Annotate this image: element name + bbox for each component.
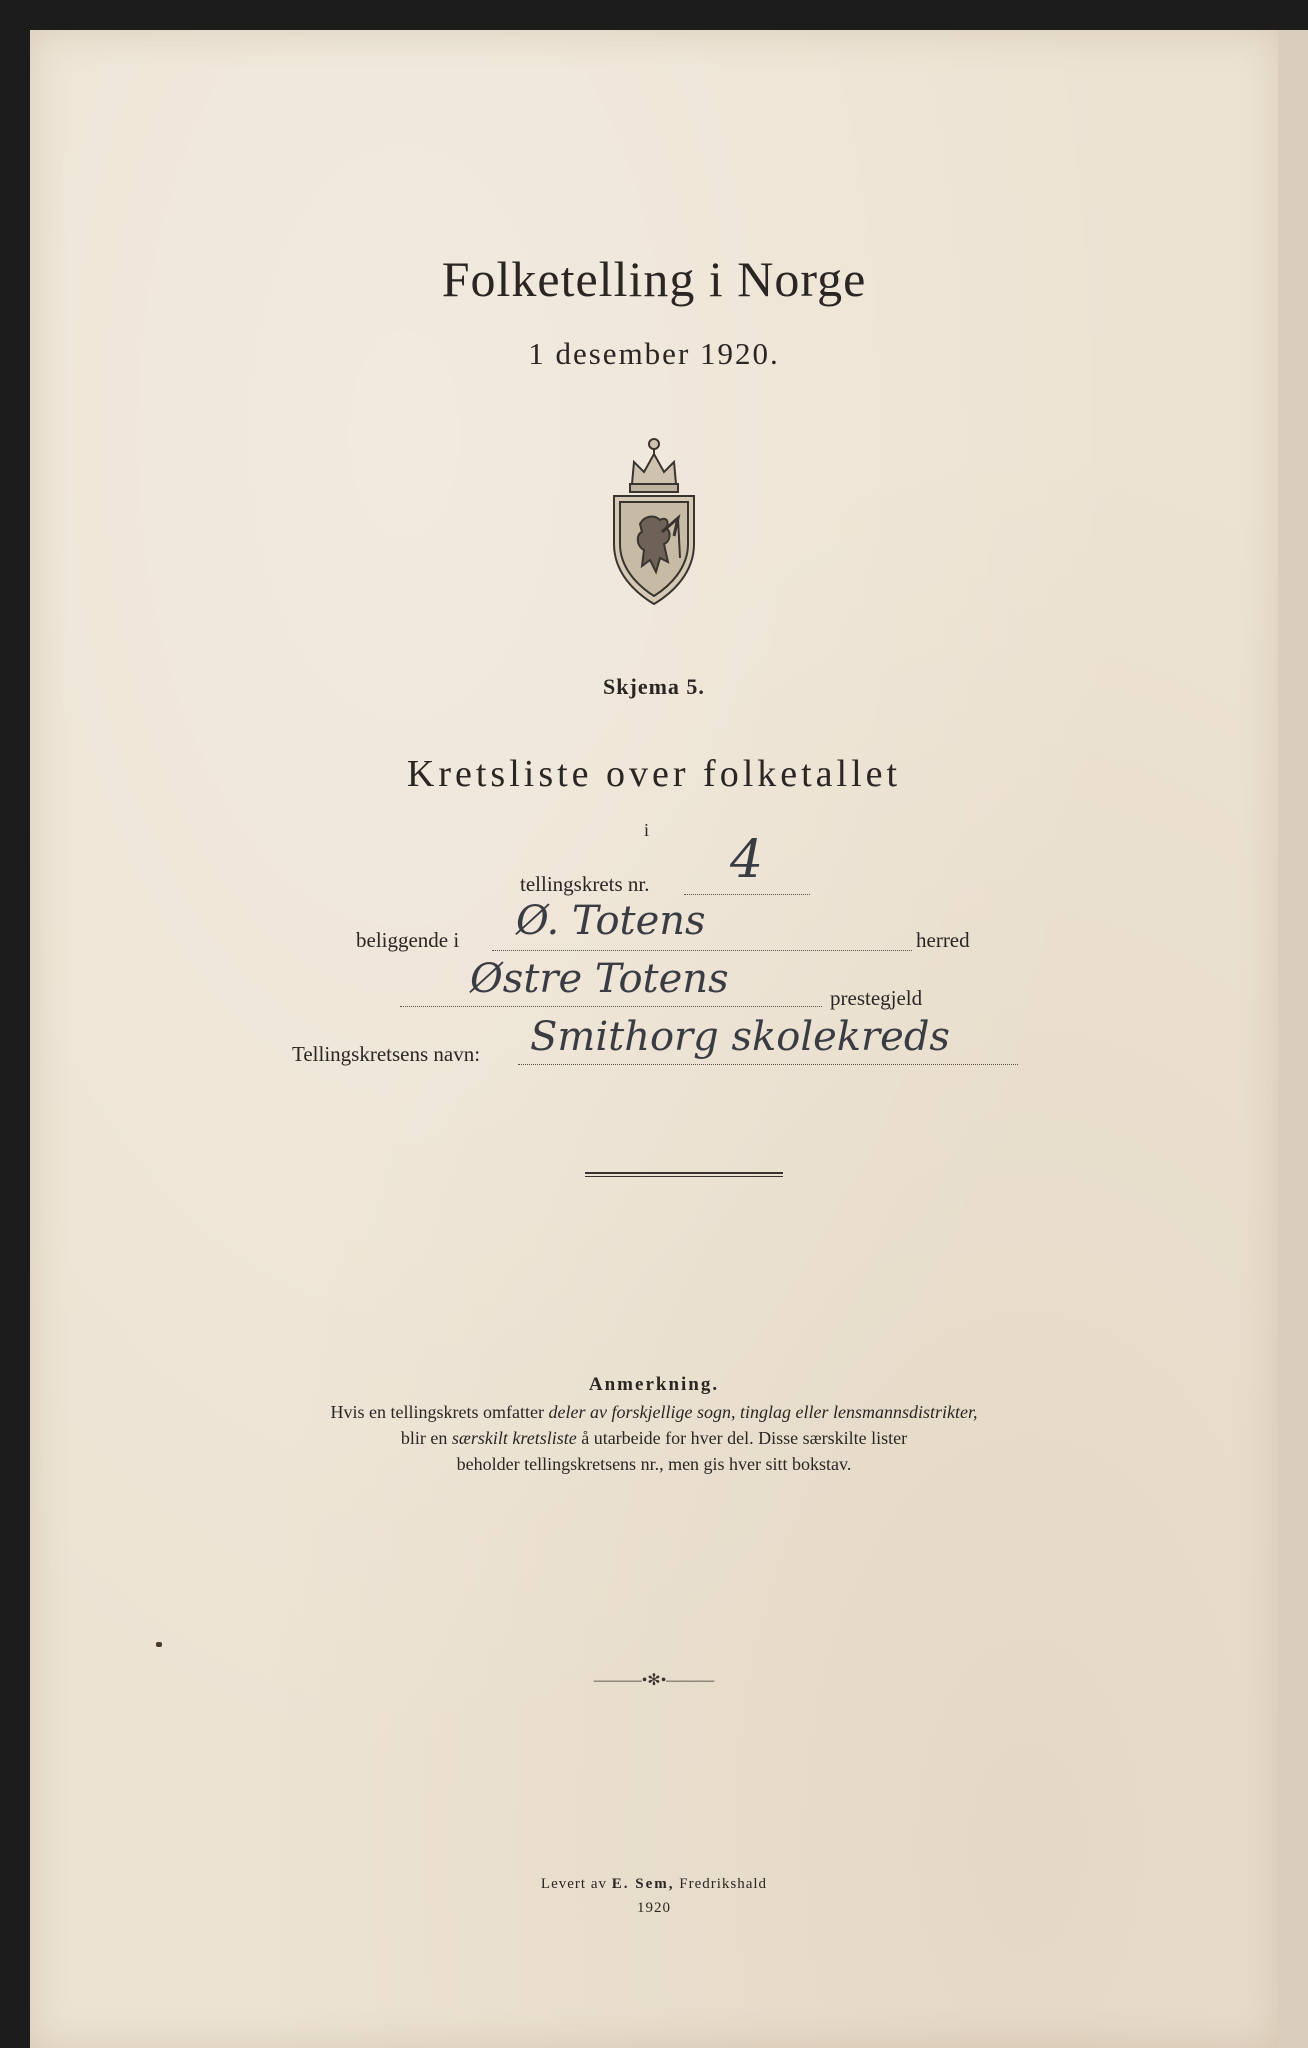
printer-city: Fredrikshald (674, 1876, 768, 1892)
ink-speck (156, 1642, 162, 1647)
note-title: Anmerkning. (588, 1374, 720, 1395)
beliggende-label: beliggende i (356, 928, 460, 952)
prestegjeld-line (400, 1006, 822, 1007)
divider-rule (585, 1172, 783, 1177)
note-line-1-text: Hvis en tellingskrets omfatter (330, 1402, 549, 1422)
form-date: 1 desember 1920. (528, 336, 780, 371)
note-line-2-text-b: å utarbeide for hver del. Disse særskilte lister (576, 1428, 908, 1448)
note-line-3: beholder tellingskretsens nr., men gis hver sitt bokstav. (456, 1454, 852, 1474)
prestegjeld-label: prestegjeld (830, 986, 923, 1010)
form-title: Folketelling i Norge (441, 251, 867, 307)
printer-prefix: Levert av (540, 1876, 612, 1892)
tellingskrets-line (684, 894, 810, 895)
note-line-1 (30, 1402, 1278, 1423)
beliggende-value: Ø. Totens (516, 898, 706, 944)
tellingskrets-label: tellingskrets nr. (520, 872, 650, 896)
note-line-1-italic: deler av forskjellige sogn, tinglag eller lensmannsdistrikter, (548, 1402, 978, 1422)
tellingskrets-value: 4 (730, 830, 764, 890)
page-edge (1278, 30, 1308, 2048)
prestegjeld-value: Østre Totens (470, 956, 729, 1002)
herred-label: herred (916, 928, 970, 952)
norwegian-coat-of-arms-icon (604, 432, 704, 612)
kretsnavn-line (518, 1064, 1018, 1065)
note-line-2 (30, 1428, 1278, 1449)
kretsnavn-value: Smithorg skolekreds (530, 1014, 950, 1060)
note-line-2-italic: særskilt kretsliste (451, 1428, 577, 1448)
printer-year: 1920 (637, 1900, 671, 1916)
schema-number: Skjema 5. (603, 674, 705, 699)
form-heading: Kretsliste over folketallet (406, 753, 902, 795)
heading-connector: i (644, 820, 650, 840)
printer-name: E. Sem, (611, 1876, 675, 1892)
printer-credit (30, 1876, 1278, 1893)
note-line-2-text-a: blir en (400, 1428, 452, 1448)
ornament-divider: ———•✻•——— (593, 1672, 715, 1689)
beliggende-line (492, 950, 912, 951)
kretsnavn-label: Tellingskretsens navn: (292, 1042, 481, 1066)
census-form-page (30, 30, 1278, 2048)
